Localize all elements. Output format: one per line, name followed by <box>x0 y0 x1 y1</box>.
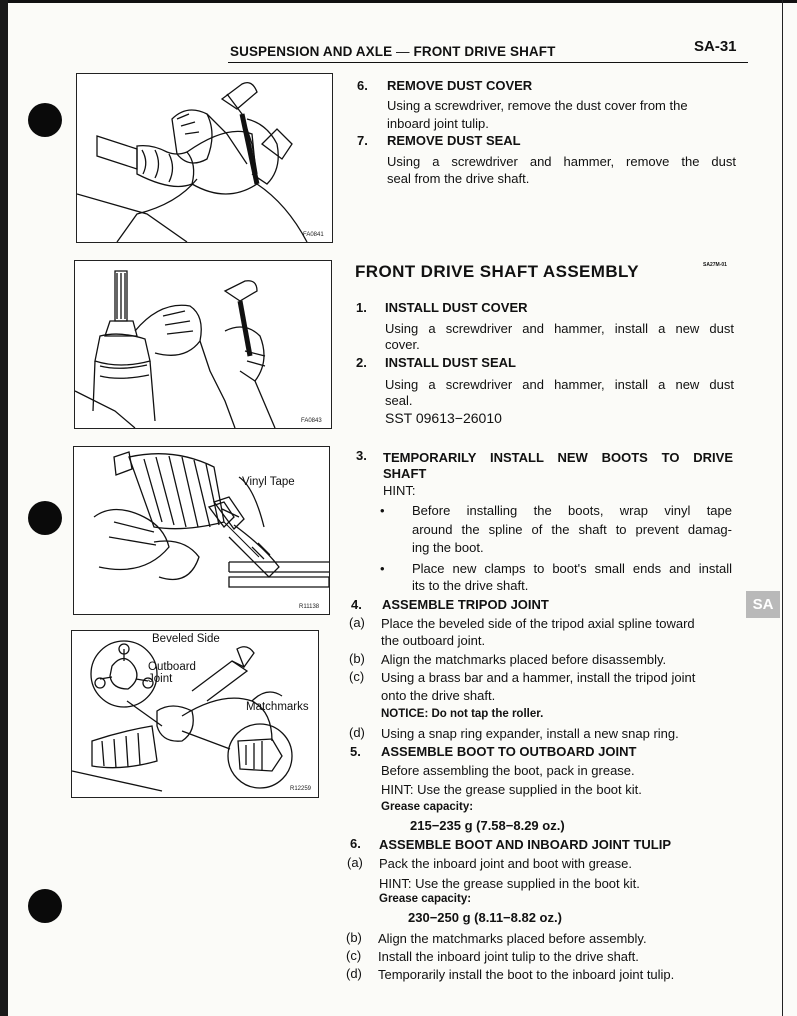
step-text: Using a screwdriver and hammer, install a new dust <box>385 321 734 336</box>
substep-label: (b) <box>349 651 365 666</box>
step-text: inboard joint tulip. <box>387 116 489 131</box>
sst-number: SST 09613−26010 <box>385 410 502 426</box>
step-text: Using a screwdriver and hammer, remove the dust <box>387 154 736 169</box>
step-title-assemble-boot-outboard: ASSEMBLE BOOT TO OUTBOARD JOINT <box>381 744 637 759</box>
substep-label: (c) <box>346 948 362 963</box>
hint-text: HINT: Use the grease supplied in the boot kit. <box>379 876 640 891</box>
illustration-dust-cover-removal <box>77 74 332 242</box>
step-number: 1. <box>356 300 367 315</box>
step-title-assemble-boot-inboard: ASSEMBLE BOOT AND INBOARD JOINT TULIP <box>379 837 672 852</box>
step-number: 4. <box>351 597 362 612</box>
illustration-vinyl-tape-boot <box>74 447 329 614</box>
substep-text: Using a snap ring expander, install a new snap ring. <box>381 726 679 741</box>
figure-vinyl-tape <box>73 446 330 615</box>
step-title-assemble-tripod-joint: ASSEMBLE TRIPOD JOINT <box>382 597 549 612</box>
step-title-continuation: SHAFT <box>383 466 427 481</box>
figure-code: FA0841 <box>303 232 324 238</box>
step-text: cover. <box>385 337 420 352</box>
bullet-mark: • <box>380 561 385 576</box>
substep-text: Temporarily install the boot to the inboard joint tulip. <box>378 967 675 982</box>
substep-text: Align the matchmarks placed before disassembly. <box>381 652 667 667</box>
figure-install-dust-cover <box>74 260 332 429</box>
step-text: Using a screwdriver and hammer, install a new dust <box>385 377 734 392</box>
callout-joint: Joint <box>148 673 173 685</box>
binder-hole-middle <box>28 501 62 535</box>
bullet-text: Before installing the boots, wrap vinyl tape <box>412 503 732 518</box>
figure-code: R12259 <box>290 786 312 792</box>
page-header <box>230 44 555 59</box>
section-tab-sa[interactable]: SA <box>746 591 780 618</box>
grease-capacity-value: 215−235 g (7.58−8.29 oz.) <box>410 818 565 833</box>
step-number: 2. <box>356 355 367 370</box>
section-title: FRONT DRIVE SHAFT ASSEMBLY <box>355 262 639 281</box>
step-title-remove-dust-seal: REMOVE DUST SEAL <box>387 133 521 148</box>
substep-text: Using a brass bar and a hammer, install the tripod joint <box>381 670 696 685</box>
substep-text: Place the beveled side of the tripod axial spline toward <box>381 616 695 631</box>
substep-text: Pack the inboard joint and boot with grease. <box>379 856 632 871</box>
step-text: seal. <box>385 393 413 408</box>
step-number: 6. <box>357 78 368 93</box>
illustration-tripod-joint <box>72 631 318 797</box>
hint-label: HINT: <box>383 483 416 498</box>
substep-text: Install the inboard joint tulip to the drive shaft. <box>378 949 639 964</box>
callout-outboard: Outboard <box>148 661 196 673</box>
substep-label: (c) <box>349 669 365 684</box>
header-dash: — <box>396 44 410 59</box>
figure-code: R11138 <box>299 604 320 610</box>
header-subtitle: FRONT DRIVE SHAFT <box>413 44 556 59</box>
page-number: SA-31 <box>694 38 737 55</box>
step-number: 7. <box>357 133 368 148</box>
page-right-border <box>782 0 783 1016</box>
substep-label: (a) <box>347 855 363 870</box>
step-title-remove-dust-cover: REMOVE DUST COVER <box>387 78 533 93</box>
callout-beveled-side: Beveled Side <box>152 633 220 645</box>
bullet-mark: • <box>380 503 385 518</box>
section-code: SA27M-01 <box>703 262 727 268</box>
binder-hole-bottom <box>28 889 62 923</box>
callout-matchmarks: Matchmarks <box>246 701 309 713</box>
illustration-dust-cover-install <box>75 261 331 428</box>
page-left-edge <box>0 0 8 1016</box>
substep-text: onto the drive shaft. <box>381 688 496 703</box>
step-text: Before assembling the boot, pack in grease. <box>381 763 635 778</box>
bullet-text: Place new clamps to boot's small ends and install <box>412 561 732 576</box>
step-title-temporarily-install-boots: TEMPORARILY INSTALL NEW BOOTS TO DRIVE <box>383 450 733 465</box>
hint-text: HINT: Use the grease supplied in the boot kit. <box>381 782 642 797</box>
callout-vinyl-tape: Vinyl Tape <box>242 476 295 488</box>
bullet-text: ing the boot. <box>412 540 484 555</box>
grease-capacity-label: Grease capacity: <box>381 801 474 813</box>
substep-text: the outboard joint. <box>381 633 486 648</box>
step-text: Using a screwdriver, remove the dust cover from the <box>387 98 688 113</box>
step-number: 6. <box>350 836 361 851</box>
notice-text: NOTICE: Do not tap the roller. <box>381 708 544 720</box>
step-text: seal from the drive shaft. <box>387 171 530 186</box>
substep-label: (a) <box>349 615 365 630</box>
bullet-text: its to the drive shaft. <box>412 578 529 593</box>
binder-hole-top <box>28 103 62 137</box>
figure-code: FA0843 <box>301 418 322 424</box>
substep-label: (d) <box>349 725 365 740</box>
grease-capacity-value: 230−250 g (8.11−8.82 oz.) <box>408 910 562 925</box>
step-title-install-dust-seal: INSTALL DUST SEAL <box>385 355 516 370</box>
header-title: SUSPENSION AND AXLE <box>230 44 393 59</box>
grease-capacity-label: Grease capacity: <box>379 893 472 905</box>
figure-tripod-joint <box>71 630 319 798</box>
step-title-install-dust-cover: INSTALL DUST COVER <box>385 300 528 315</box>
page-top-edge <box>0 0 797 3</box>
substep-label: (d) <box>346 966 362 981</box>
step-number: 5. <box>350 744 361 759</box>
step-number: 3. <box>356 448 367 463</box>
figure-remove-dust-cover <box>76 73 333 243</box>
substep-label: (b) <box>346 930 362 945</box>
substep-text: Align the matchmarks placed before assembly. <box>378 931 647 946</box>
header-rule <box>228 62 748 63</box>
bullet-text: around the spline of the shaft to prevent damag- <box>412 522 732 537</box>
